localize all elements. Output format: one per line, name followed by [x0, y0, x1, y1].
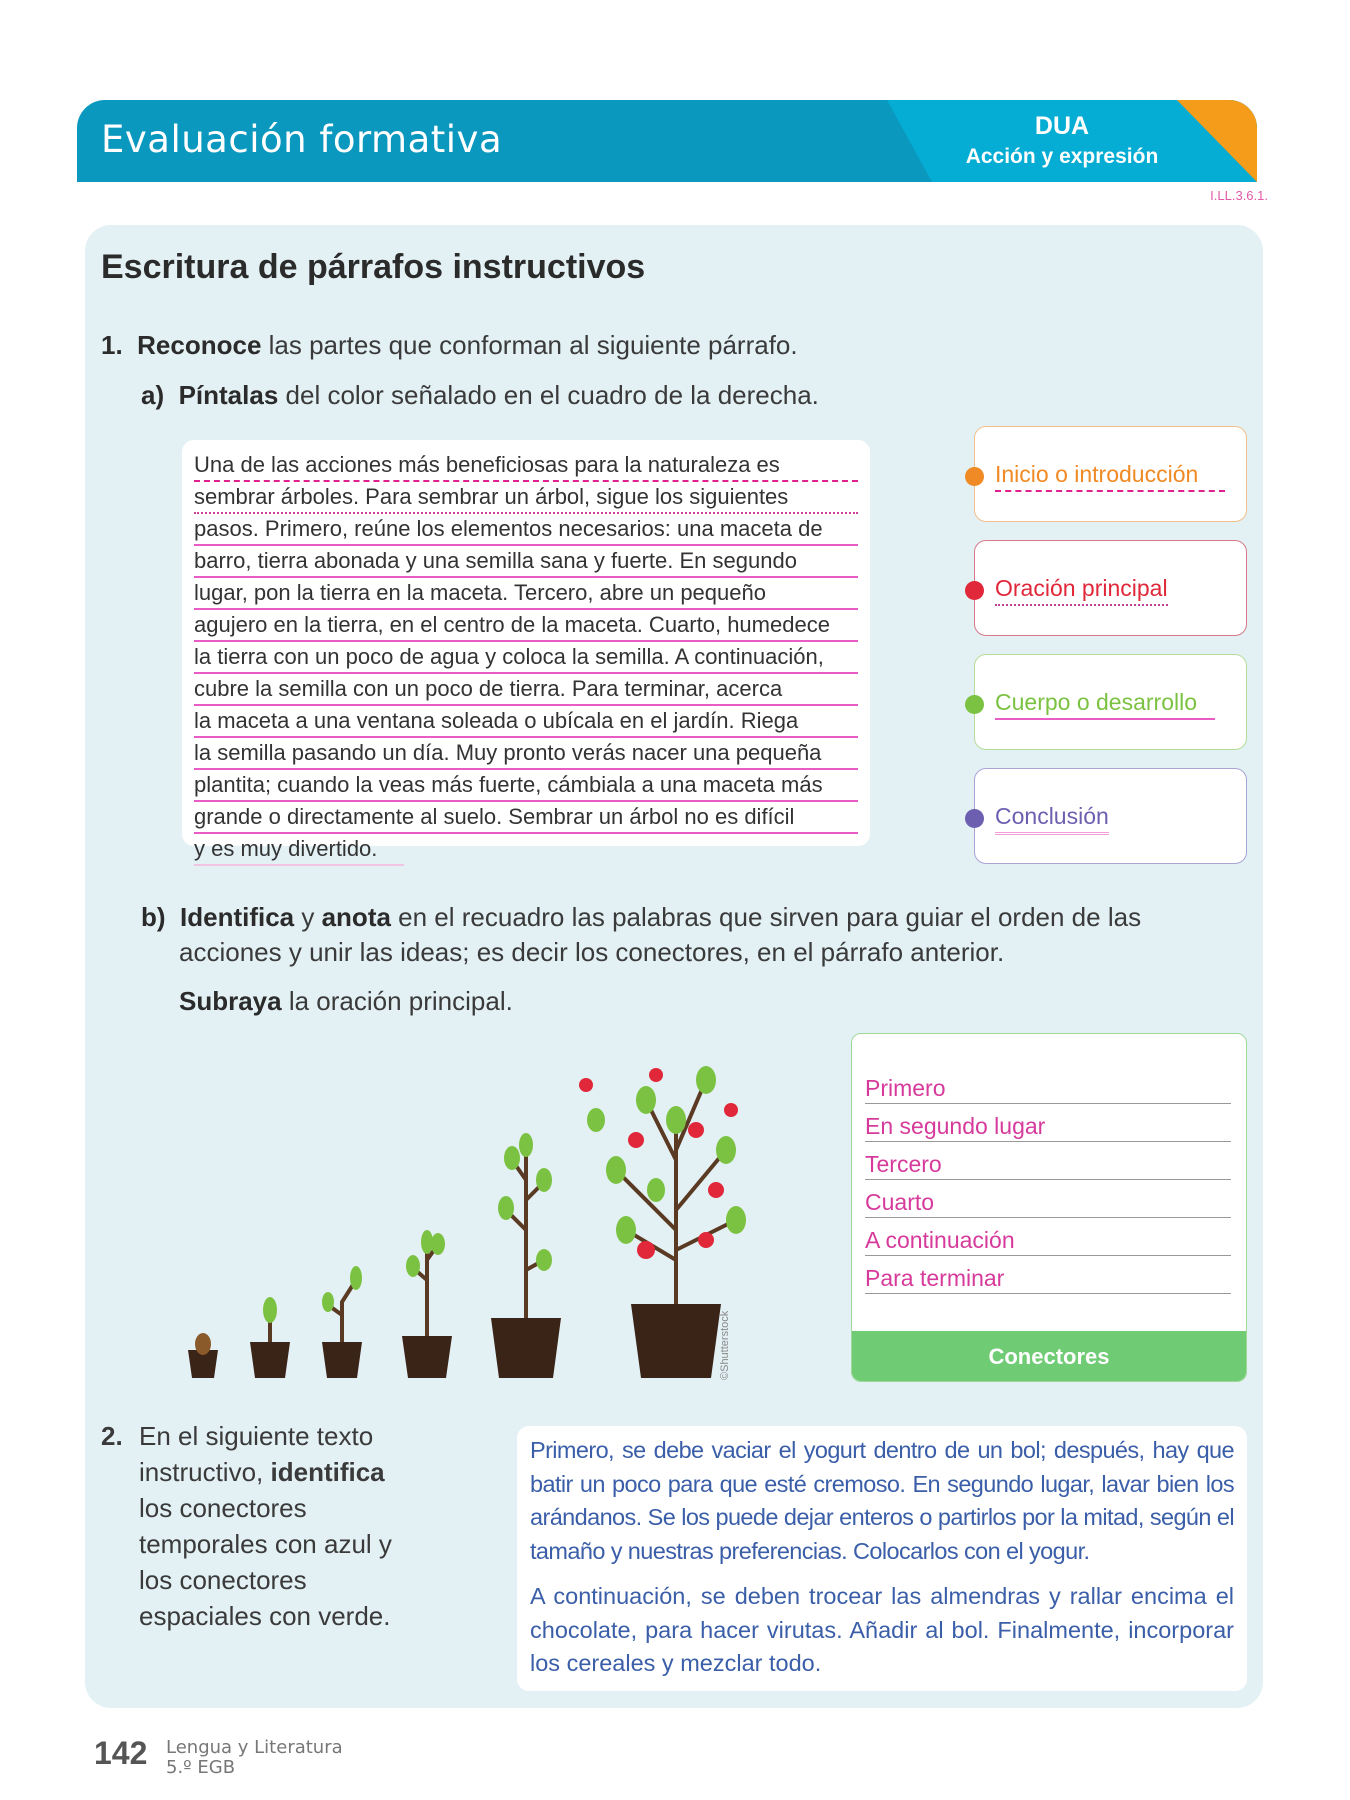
legend-body	[974, 654, 1247, 750]
legend-intro	[974, 426, 1247, 522]
legend-label: Cuerpo o desarrollo	[995, 689, 1215, 720]
paragraph-line: sembrar árboles. Para sembrar un árbol, sigue los siguientes	[194, 482, 858, 514]
image-credit: ©Shutterstock	[719, 1310, 731, 1380]
legend-label: Oración principal	[995, 575, 1168, 606]
red-dot-icon	[965, 581, 984, 600]
q1-text: las partes que conforman al siguiente párrafo.	[261, 330, 798, 360]
question-1a	[141, 380, 819, 411]
paragraph-line: barro, tierra abonada y una semilla sana y fuerte. En segundo	[194, 546, 858, 578]
page-number: 142	[94, 1735, 148, 1771]
instructive-paragraph-2: A continuación, se deben trocear las almendras y rallar encima el chocolate, para hacer virutas. Añadir al bol. Finalmente, incorporar los cereales y mezclar todo.	[530, 1583, 1234, 1676]
q2-text2: los conectores temporales con azul y los conectores espaciales con verde.	[139, 1493, 392, 1631]
plant-growth-illustration	[176, 1030, 746, 1390]
connector-entry[interactable]: Tercero	[865, 1148, 1231, 1180]
paragraph-line: la tierra con un poco de agua y coloca la semilla. A continuación,	[194, 642, 858, 674]
legend-label: Conclusión	[995, 803, 1109, 835]
paragraph-line: pasos. Primero, reúne los elementos necesarios: una maceta de	[194, 514, 858, 546]
q2-number: 2.	[101, 1421, 123, 1451]
q1a-bold: Píntalas	[178, 380, 279, 410]
dua-title: DUA	[1034, 112, 1090, 140]
connector-entry[interactable]: Primero	[865, 1072, 1231, 1104]
subraya-bold: Subraya	[179, 986, 282, 1016]
legend-conclusion	[974, 768, 1247, 864]
q1b-mid: y	[294, 902, 322, 932]
paragraph-line: plantita; cuando la veas más fuerte, cámbiala a una maceta más	[194, 770, 858, 802]
q1b-text2: acciones y unir las ideas; es decir los conectores, en el párrafo anterior.	[179, 937, 1005, 967]
question-1	[101, 330, 798, 361]
curriculum-code: I.LL.3.6.1.	[1210, 188, 1268, 203]
paragraph-line: cubre la semilla con un poco de tierra. Para terminar, acerca	[194, 674, 858, 706]
q2-bold: identifica	[270, 1457, 385, 1487]
connector-entry[interactable]: Cuarto	[865, 1186, 1231, 1218]
subraya-text: la oración principal.	[281, 986, 513, 1016]
q1-bold: Reconoce	[137, 330, 262, 360]
instructive-text-box	[517, 1426, 1247, 1691]
purple-dot-icon	[965, 809, 984, 828]
paragraph-line: la maceta a una ventana soleada o ubícala en el jardín. Riega	[194, 706, 858, 738]
header-banner	[77, 100, 1257, 182]
paragraph-box	[182, 440, 870, 861]
connector-entry[interactable]: A continuación	[865, 1224, 1231, 1256]
orange-dot-icon	[965, 467, 984, 486]
question-2	[101, 1418, 421, 1634]
paragraph-line: Una de las acciones más beneficiosas para la naturaleza es	[194, 450, 858, 482]
q2-text1: En el siguiente texto instructivo,	[139, 1421, 374, 1487]
connectors-title: Conectores	[852, 1331, 1246, 1381]
paragraph-line: la semilla pasando un día. Muy pronto verás nacer una pequeña	[194, 738, 858, 770]
subject-info	[166, 1738, 343, 1778]
paragraph-line: y es muy divertido.	[194, 834, 404, 866]
legend-label: Inicio o introducción	[995, 461, 1225, 492]
q1b-label: b)	[141, 902, 166, 932]
paragraph-line: grande o directamente al suelo. Sembrar un árbol no es difícil	[194, 802, 858, 834]
q1-number: 1.	[101, 330, 123, 360]
paragraph-line: lugar, pon la tierra en la maceta. Tercero, abre un pequeño	[194, 578, 858, 610]
instructive-paragraph-1: Primero, se debe vaciar el yogurt dentro de un bol; después, hay que batir un poco para que esté cremoso. En segundo lugar, lavar bien los arándanos. Se los puede dejar enteros o partirlos por la mitad, según el tamaño y nuestras preferencias. Colocarlos con el yogur.	[530, 1437, 1234, 1564]
connector-entry[interactable]: Para terminar	[865, 1262, 1231, 1294]
green-dot-icon	[965, 695, 984, 714]
q1a-text: del color señalado en el cuadro de la derecha.	[278, 380, 819, 410]
section-title: Escritura de párrafos instructivos	[101, 248, 646, 286]
legend-main-sentence	[974, 540, 1247, 636]
dua-subtitle: Acción y expresión	[965, 145, 1159, 168]
q1b-bold2: anota	[321, 902, 391, 932]
q1b-bold1: Identifica	[180, 902, 295, 932]
question-1b	[141, 900, 1141, 970]
grade-level: 5.º EGB	[166, 1757, 236, 1778]
seed	[195, 1333, 211, 1355]
subraya-instruction	[179, 986, 513, 1017]
q1a-label: a)	[141, 380, 165, 410]
subject-name: Lengua y Literatura	[166, 1737, 343, 1758]
header-title: Evaluación formativa	[101, 118, 503, 161]
q1b-text: en el recuadro las palabras que sirven para guiar el orden de las	[390, 902, 1142, 932]
paragraph-line: agujero en la tierra, en el centro de la maceta. Cuarto, humedece	[194, 610, 858, 642]
connectors-box	[851, 1033, 1247, 1382]
connector-entry[interactable]: En segundo lugar	[865, 1110, 1231, 1142]
